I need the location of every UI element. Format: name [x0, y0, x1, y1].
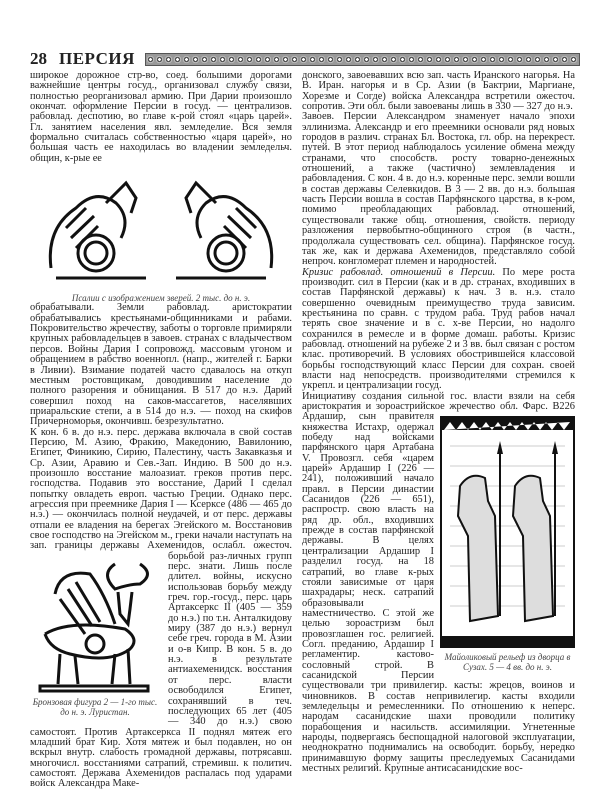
psalii-animals-illustration [36, 168, 286, 286]
paragraph-text: личных групп перс. знати. Лишь после длител. войны, искусно использовав борьбу между греч. гор.-госуд., перс. царь Артаксеркс II (405 — 359 до н.э.) по т.н. Анталкидову миру (387 до н.э.) вернул себе греч. города в М. Азии и о-в Кипр. В кон. 5 в. до н.э. в результате антиахеменидск. восстания от перс. власти освободился Египет, сохранявший в теч. последующих 65 лет (405 — 340 до н.э.) свою самостоят. Против Артаксеркса II поднял мятеж его младший брат Кир. Хотя мятеж и был подавлен, но он вскрыл внутр. слабость громадной державы, потрясавш. многочисл. восстаниями сатрапий, стремивш. к политич. самостоят. Держава Ахеменидов распалась под ударами войск Александра Маке- [30, 550, 292, 790]
paragraph-text: 226 Ардашир, сын правителя княжества Истахр, одержал победу над войсками парфянского царя Артабана V. Провозгл. себя «царем царей» Ардашир I (226 — 241), положивший начало правл. в Персии династии Сасанидов (226 — 651), распростр. свою власть на ряд др. обл., входивших прежде в состав парфянской державы. В целях централизации Ардашир I разделил госуд. на 18 сатрапий, во главе к-рых стояли зависимые от царя шахрадары; неск. сатрапий образовывали наместничество. С этой же целью зороастризм был провозглашен гос. религией. Согл. преданию, Ардашир I регламентир. кастово-сословный строй. В сасанидской Персии существовали три привилегир. касты: жрецов, воинов и чиновников. В состав непривилегир. касты входили земледельцы и ремесленники. По отношению к неперс. народам сасанидские шахи проводили политику порабощения и насильств. ассимиляции. Угнетенные народы, подвергаясь беспощадной налоговой эксплуатации, неоднократно поднимались на освободит. борьбу, нередко принимавшую форму защиты преследуемых Сасанидами местных религий. Крупные антисасанидские вос- [302, 401, 575, 775]
page-number: 28 [30, 49, 47, 68]
bronze-figure-illustration [30, 554, 155, 694]
figure-bronze [30, 554, 160, 717]
figure-caption: Псалии с изображением зверей. 2 тыс. до н. э. [71, 293, 251, 304]
paragraph [302, 268, 575, 392]
meander-ornament-band [145, 53, 580, 66]
figure-psalii [30, 164, 292, 303]
figure-relief [440, 416, 575, 671]
figure-caption: Бронзовая фигура 2 — 1-го тыс. до н. э. Луристан. [32, 697, 158, 718]
paragraph-text: К кон. 6 в. до н.э. перс. держава включала в свой состав Персию, М. Азию, Фракию, Македонию, Вавилонию, Египет, Финикию, Сирию, Палестину, часть Закавказья и Ср. Азии, Аравию и Сев.-Зап. Индию. В 500 до н.э. произошло восстание малоазиат. греков против перс. господства. Подавив это восстание, Дарий I сделал попытку овладеть европ. частью Греции. Однако перс. агрессия при преемнике Дария I — Ксерксе (486 — 465 до н.э.) — окончилась полной неудачей, и от перс. державы отпали ее владения на берегах Эгейского м. Восстановив свое господство на Эгейском м., греки начали наступать на зап. границы державы Ахеменидов, ослабл. ожесточ. борьбой раз- [30, 426, 292, 562]
figure-caption: Майоликовый рельеф из дворца в Сузах. 5 — 4 вв. до н. э. [444, 651, 571, 672]
paragraph: обрабатывали. Земли рабовлад. аристократии обрабатывались крестьянами-общинниками и рабами. Покровительство жречеству, заботы о торговле примиряли крупных рабовладельцев в завоев. странах с владычеством персов. Войны Дария I сопровожд. массовым угоном и обращением в рабство военнопл. (напр., жителей г. Барки в Ливии). Взимание податей часто сдавалось на откуп местным ростовщикам, доводившим население до полного разорения и обнищания. В 517 до н.э. Дарий совершил поход на саков-массагетов, населявших приаральские степи, а в 514 до н.э. — поход на скифов Причерноморья, окончивш. безрезультатно. [30, 302, 292, 428]
majolica-relief-illustration [440, 416, 575, 648]
paragraph: широкое дорожное стр-во, соед. большими дорогами важнейшие центры госуд., организовал службу связи, полностью реорганизовал армию. При Дарии произошло окончат. оформление Персии в госуд. — централизов. рабовлад. деспотию, во главе к-рой стоял «царь царей». Гл. занятием населения явл. земледелие. Вся земля формально считалась собственностью «царя царей», но большая часть ее находилась во владении земледельч. общин, к-рые ее [30, 70, 292, 164]
paragraph: донского, завоевавших всю зап. часть Иранского нагорья. На В. Иран. нагорья и в Ср. Азии (в Бактрии, Маргиане, Хорезме и Согде) войска Александра встретили ожесточ. сопротив. Эти обл. были завоеваны лишь в 330 — 327 до н.э. [302, 70, 575, 113]
paragraph-heading: Кризис рабовлад. отношений в Персии. [302, 266, 496, 278]
page-header [30, 48, 580, 70]
paragraph [302, 392, 575, 775]
paragraph [30, 428, 292, 790]
paragraph-text: Инициативу создания сильной гос. власти взяли на себя аристократия и зороастрийское жречество обл. Фарс. В [302, 390, 575, 412]
right-column [302, 71, 575, 774]
left-column [30, 71, 292, 790]
paragraph: Завоев. Персии Александром знаменует начало эпохи эллинизма. Александр и его преемники основали ряд новых городов в различ. странах Бл. Востока, гл. обр. на перекрест. путей. В этот период наблюдалось усиление обмена между странами, что способств. росту товарно-денежных отношений, а также (частично) землевладения и рабовладения. С кон. 4 в. до н.э. коренные перс. земли вошли в состав державы Селевкидов. В 3 — 2 вв. до н.э. большая часть Персии вошла в состав Парфянского царства, в к-ром, помимо преобладающих рабовлад. отношений, существовали также общ. отношения, свойств. периоду разложения первобытно-общинного строя (в частн., продолжала существовать сел. община). Парфянское госуд. так же, как и держава Ахеменидов, представляло собой непроч. конгломерат племен и народностей. [302, 111, 575, 268]
paragraph-text: По мере роста производит. сил в Персии (как и в др. странах, входивших в состав Парфянской державы) к нач. 3 в. н.э. стало совершенно очевидным преимущество труда зависим. крестьянина по сравн. с трудом раба. Труд рабов начал терять свое значение и в с. х-ве Персии, но надолго сохранился в ремесле и в форме домаш. работы. Кризис рабовлад. отношений на рубеже 2 и 3 вв. был связан с ростом клас. противоречий. В условиях обострившейся классовой борьбы господствующий класс Персии для сохран. своей власти над непосредств. производителями стремился к укрепл. и централизации госуд. [302, 266, 576, 392]
section-title: ПЕРСИЯ [59, 49, 135, 68]
